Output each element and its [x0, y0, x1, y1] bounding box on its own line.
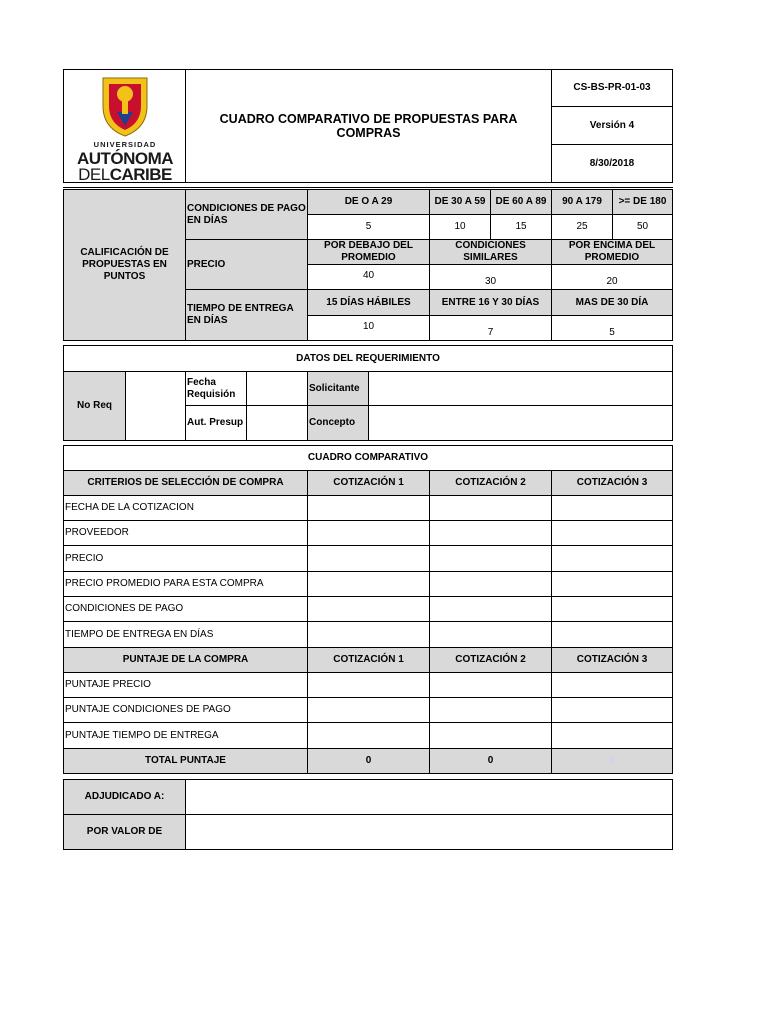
score-cell[interactable]	[551, 672, 673, 698]
criteria-header: CRITERIOS DE SELECCIÓN DE COMPRA	[63, 470, 308, 496]
valor-field[interactable]	[185, 814, 673, 850]
fecha-requisicion-field[interactable]	[246, 371, 308, 406]
criteria-cell[interactable]	[307, 495, 430, 521]
price-range-2: CONDICIONES SIMILARES	[429, 239, 552, 265]
quote-1-header: COTIZACIÓN 1	[307, 470, 430, 496]
criteria-cell[interactable]	[307, 545, 430, 572]
adjudicado-label: ADJUDICADO A:	[63, 779, 186, 815]
criteria-row-label: PRECIO PROMEDIO PARA ESTA COMPRA	[63, 571, 308, 597]
criteria-cell[interactable]	[551, 596, 673, 622]
quote-3-header: COTIZACIÓN 3	[551, 470, 673, 496]
score-quote-1-header: COTIZACIÓN 1	[307, 647, 430, 673]
payment-label: CONDICIONES DE PAGO EN DÍAS	[185, 189, 308, 240]
adjudicado-field[interactable]	[185, 779, 673, 815]
delivery-range-2: ENTRE 16 Y 30 DÍAS	[429, 289, 552, 316]
university-crest-icon	[97, 72, 153, 138]
solicitante-field[interactable]	[368, 371, 673, 406]
logo-name-line2: DELCARIBE	[78, 165, 172, 184]
criteria-cell[interactable]	[429, 545, 552, 572]
comparison-title: CUADRO COMPARATIVO	[63, 445, 673, 471]
aut-presup-field[interactable]	[246, 405, 308, 441]
total-score-quote-2: 0	[429, 748, 552, 774]
score-header: PUNTAJE DE LA COMPRA	[63, 647, 308, 673]
document-code: CS-BS-PR-01-03	[551, 69, 673, 107]
score-cell[interactable]	[307, 722, 430, 749]
document-version: Versión 4	[551, 106, 673, 145]
price-range-1: POR DEBAJO DEL PROMEDIO	[307, 239, 430, 265]
total-score-label: TOTAL PUNTAJE	[63, 748, 308, 774]
criteria-cell[interactable]	[429, 571, 552, 597]
criteria-cell[interactable]	[551, 571, 673, 597]
payment-points-5: 50	[612, 214, 673, 240]
criteria-row-label: PRECIO	[63, 545, 308, 572]
score-cell[interactable]	[551, 697, 673, 723]
delivery-range-3: MAS DE 30 DÍA	[551, 289, 673, 316]
payment-points-2: 10	[429, 214, 491, 240]
concepto-label: Concepto	[307, 405, 369, 441]
criteria-cell[interactable]	[307, 621, 430, 648]
criteria-cell[interactable]	[551, 621, 673, 648]
payment-range-4: 90 A 179	[551, 189, 613, 215]
payment-points-1: 5	[307, 214, 430, 240]
document-title: CUADRO COMPARATIVO DE PROPUESTAS PARA COMPRAS	[185, 69, 552, 183]
score-quote-2-header: COTIZACIÓN 2	[429, 647, 552, 673]
criteria-row-label: PROVEEDOR	[63, 520, 308, 546]
logo-name-line1: AUTÓNOMA	[76, 149, 174, 168]
criteria-cell[interactable]	[551, 520, 673, 546]
requirement-title: DATOS DEL REQUERIMIENTO	[63, 345, 673, 372]
price-points-2: 30	[429, 264, 552, 290]
header-separator	[63, 187, 673, 188]
price-points-3: 20	[551, 264, 673, 290]
criteria-row-label: FECHA DE LA COTIZACION	[63, 495, 308, 521]
delivery-points-3: 5	[551, 315, 673, 341]
total-score-quote-1: 0	[307, 748, 430, 774]
delivery-points-1: 10	[307, 315, 430, 341]
total-score-quote-3: 0	[551, 748, 673, 774]
score-cell[interactable]	[307, 697, 430, 723]
payment-range-5: >= DE 180	[612, 189, 673, 215]
payment-range-2: DE 30 A 59	[429, 189, 491, 215]
valor-label: POR VALOR DE	[63, 814, 186, 850]
criteria-cell[interactable]	[429, 495, 552, 521]
criteria-cell[interactable]	[307, 571, 430, 597]
score-cell[interactable]	[307, 672, 430, 698]
quote-2-header: COTIZACIÓN 2	[429, 470, 552, 496]
criteria-cell[interactable]	[307, 520, 430, 546]
score-row-label: PUNTAJE PRECIO	[63, 672, 308, 698]
score-cell[interactable]	[429, 722, 552, 749]
score-row-label: PUNTAJE CONDICIONES DE PAGO	[63, 697, 308, 723]
concepto-field[interactable]	[368, 405, 673, 441]
delivery-label: TIEMPO DE ENTREGA EN DÍAS	[185, 289, 308, 341]
price-range-3: POR ENCIMA DEL PROMEDIO	[551, 239, 673, 265]
score-quote-3-header: COTIZACIÓN 3	[551, 647, 673, 673]
price-label: PRECIO	[185, 239, 308, 290]
score-cell[interactable]	[429, 697, 552, 723]
university-logo	[64, 70, 186, 182]
criteria-cell[interactable]	[429, 520, 552, 546]
no-req-field[interactable]	[125, 371, 186, 441]
delivery-points-2: 7	[429, 315, 552, 341]
solicitante-label: Solicitante	[307, 371, 369, 406]
scoring-main-label: CALIFICACIÓN DE PROPUESTAS EN PUNTOS	[63, 189, 186, 341]
price-points-1: 40	[307, 264, 430, 290]
delivery-range-1: 15 DÍAS HÁBILES	[307, 289, 430, 316]
score-cell[interactable]	[551, 722, 673, 749]
no-req-label: No Req	[63, 371, 126, 441]
criteria-cell[interactable]	[429, 621, 552, 648]
payment-points-3: 15	[490, 214, 552, 240]
criteria-row-label: TIEMPO DE ENTREGA EN DÍAS	[63, 621, 308, 648]
score-row-label: PUNTAJE TIEMPO DE ENTREGA	[63, 722, 308, 749]
criteria-cell[interactable]	[551, 495, 673, 521]
fecha-requisicion-label: Fecha Requisión	[185, 371, 247, 406]
logo-word: UNIVERSIDAD	[93, 140, 157, 149]
payment-range-1: DE O A 29	[307, 189, 430, 215]
score-cell[interactable]	[429, 672, 552, 698]
payment-range-3: DE 60 A 89	[490, 189, 552, 215]
payment-points-4: 25	[551, 214, 613, 240]
criteria-cell[interactable]	[551, 545, 673, 572]
criteria-cell[interactable]	[429, 596, 552, 622]
criteria-row-label: CONDICIONES DE PAGO	[63, 596, 308, 622]
criteria-cell[interactable]	[307, 596, 430, 622]
document-date: 8/30/2018	[551, 144, 673, 183]
aut-presup-label: Aut. Presup	[185, 405, 247, 441]
